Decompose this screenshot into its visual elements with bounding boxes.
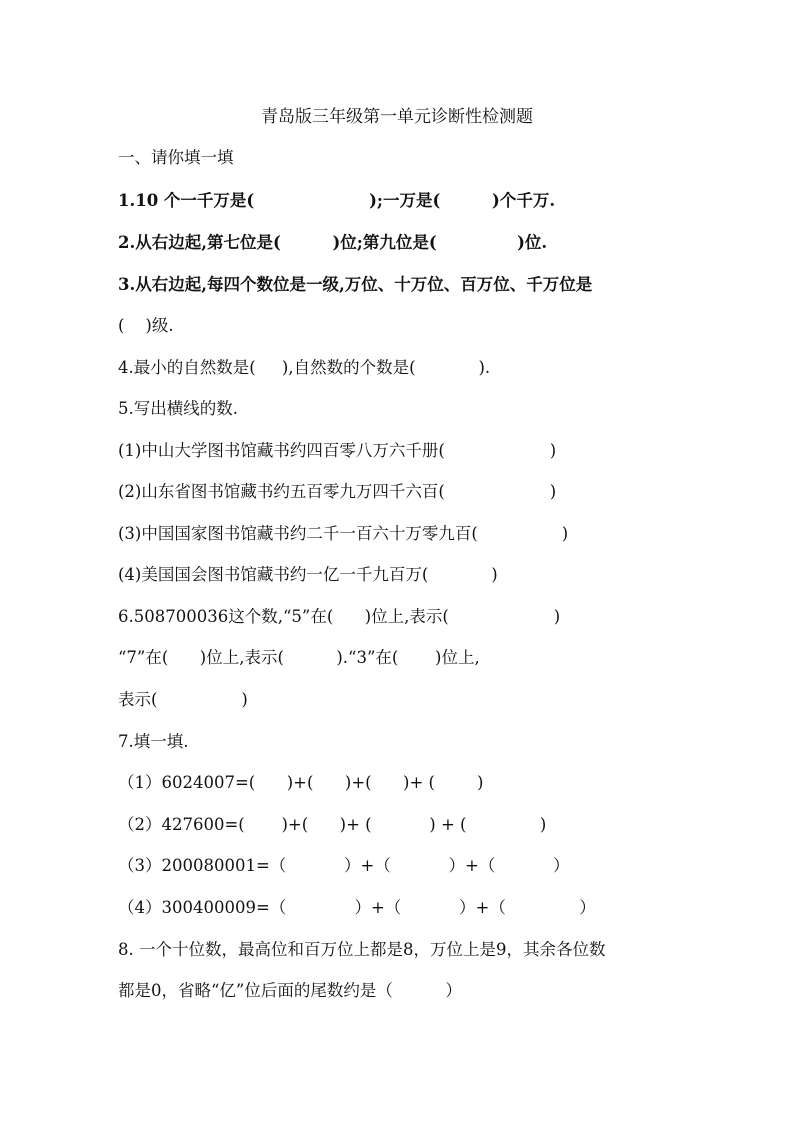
question-8: 8. 一个十位数，最高位和百万位上都是8，万位上是9，其余各位数 — [118, 940, 606, 959]
page-title: 青岛版三年级第一单元诊断性检测题 — [261, 107, 533, 127]
question-6-continued-2: 表示( ) — [118, 690, 248, 709]
question-5-item-2: (2)山东省图书馆藏书约五百零九万四千六百( ) — [118, 482, 557, 501]
section-heading: 一、请你填一填 — [118, 148, 234, 167]
question-5-item-1: (1)中山大学图书馆藏书约四百零八万六千册( ) — [118, 441, 557, 460]
question-7-item-1: （1）6024007=( )+( )+( )+ ( ) — [118, 773, 484, 792]
question-7: 7.填一填. — [118, 732, 189, 751]
question-2: 2.从右边起,第七位是( )位;第九位是( )位. — [118, 233, 548, 252]
question-7-item-2: （2）427600=( )+( )+ ( ) + ( ) — [118, 815, 547, 834]
question-6: 6.508700036这个数,“5”在( )位上,表示( ) — [118, 607, 561, 626]
question-5: 5.写出横线的数. — [118, 399, 238, 418]
question-4: 4.最小的自然数是( ),自然数的个数是( ). — [118, 358, 491, 377]
question-6-continued: “7”在( )位上,表示( ).“3”在( )位上, — [118, 648, 480, 667]
question-7-item-4: （4）300400009=（ ）+（ ）+（ ） — [118, 898, 596, 917]
question-3: 3.从右边起,每四个数位是一级,万位、十万位、百万位、千万位是 — [118, 275, 593, 294]
question-8-continued: 都是0，省略“亿”位后面的尾数约是（ ） — [118, 981, 462, 1000]
question-7-item-3: （3）200080001=（ ）+（ ）+（ ） — [118, 856, 570, 875]
question-3-continued: ( )级. — [118, 316, 174, 335]
question-5-item-3: (3)中国国家图书馆藏书约二千一百六十万零九百( ) — [118, 524, 569, 543]
question-5-item-4: (4)美国国会图书馆藏书约一亿一千九百万( ) — [118, 565, 498, 584]
question-1: 1.10 个一千万是( );一万是( )个千万. — [118, 191, 556, 210]
